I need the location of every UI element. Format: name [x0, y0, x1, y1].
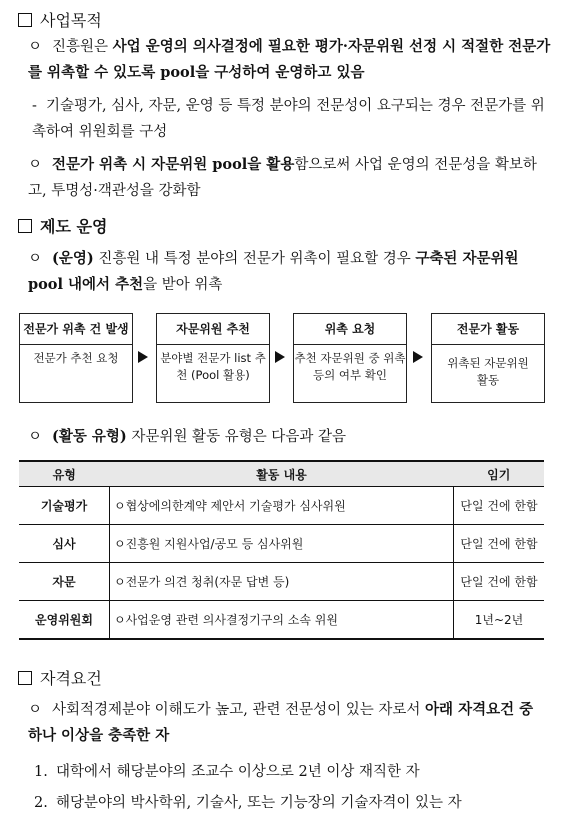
dash-mark: - [32, 98, 37, 114]
bullet-mark: ㅇ [28, 251, 43, 267]
flow-step-3 [293, 313, 407, 403]
section-title: 자격요건 [40, 669, 102, 688]
table-row [19, 487, 544, 525]
qualification-paragraph [28, 697, 552, 749]
qualification-item-2 [34, 790, 552, 816]
section-heading-purpose [18, 8, 102, 31]
text-bold: 사업 운영의 의사결정에 필요한 평가·자문위원 선정 시 적절한 전문가를 위촉할 수 있도록 pool을 구성하여 운영하고 있음 [28, 38, 551, 81]
flow-step-body: 추천 자문위원 중 위촉 등의 여부 확인 [294, 351, 406, 382]
section-title: 사업목적 [40, 11, 102, 30]
text: 진흥원 내 특정 분야의 전문가 위촉이 필요할 경우 [93, 251, 416, 267]
text: 해당분야의 박사학위, 기술사, 또는 기능장의 기술자격이 있는 자 [56, 795, 462, 811]
flow-step-body: 분야별 전문가 list 추천 (Pool 활용) [160, 351, 266, 382]
checkbox-square-icon [18, 13, 32, 27]
table-cell: 단일 건에 한함 [454, 525, 545, 563]
table-cell: 단일 건에 한함 [454, 563, 545, 601]
section-title: 제도 운영 [40, 217, 108, 236]
flow-step-1 [19, 313, 133, 403]
flow-step-head: 전문가 활동 [432, 314, 544, 345]
text-bold: (활동 유형) [52, 428, 127, 445]
text: 대학에서 해당분야의 조교수 이상으로 2년 이상 재직한 자 [56, 764, 420, 780]
purpose-paragraph-3 [28, 152, 552, 204]
table-header: 임기 [454, 461, 545, 487]
text: 기술평가, 심사, 자문, 운영 등 특정 분야의 전문성이 요구되는 경우 전문가를 위촉하여 위원회를 구성 [32, 98, 545, 140]
text-bold: (운영) [52, 250, 94, 267]
operation-paragraph [28, 246, 552, 298]
arrow-right-icon [413, 351, 423, 363]
text-bold: 전문가 위촉 시 자문위원 pool을 활용 [52, 156, 295, 173]
flow-step-2 [156, 313, 270, 403]
activity-type-paragraph [28, 424, 552, 450]
table-cell: 1년~2년 [454, 601, 545, 640]
table-cell: ㅇ진흥원 지원사업/공모 등 심사위원 [110, 525, 454, 563]
flow-step-body: 전문가 추천 요청 [33, 351, 119, 365]
table-row [19, 601, 544, 640]
table-cell: 기술평가 [19, 487, 110, 525]
checkbox-square-icon [18, 671, 32, 685]
bullet-mark: ㅇ [28, 39, 43, 55]
qualification-item-1 [34, 759, 552, 785]
item-number: 2. [34, 795, 48, 811]
text: 함으로써 사업 운영의 전문성을 확보하고, 투명성·객관성을 강화함 [28, 157, 537, 199]
bullet-mark: ㅇ [28, 702, 43, 718]
table-cell: ㅇ사업운영 관련 의사결정기구의 소속 위원 [110, 601, 454, 640]
arrow-right-icon [275, 351, 285, 363]
table-header: 유형 [19, 461, 110, 487]
flow-step-head: 자문위원 추천 [157, 314, 269, 345]
text: 자문위원 활동 유형은 다음과 같음 [126, 429, 346, 445]
item-number: 1. [34, 764, 48, 780]
flow-step-4 [431, 313, 545, 403]
flow-step-body: 위촉된 자문위원 활동 [447, 356, 529, 387]
text: 진흥원은 [52, 39, 113, 55]
text-bold: 아래 자격요건 중 하나 이상을 충족한 자 [28, 701, 534, 744]
bullet-mark: ㅇ [28, 429, 43, 445]
arrow-right-icon [138, 351, 148, 363]
purpose-paragraph-2 [32, 93, 552, 145]
flow-step-head: 전문가 위촉 건 발생 [20, 314, 132, 345]
flow-step-head: 위촉 요청 [294, 314, 406, 345]
table-cell: ㅇ전문가 의견 청취(자문 답변 등) [110, 563, 454, 601]
text: 사회적경제분야 이해도가 높고, 관련 전문성이 있는 자로서 [52, 702, 426, 718]
table-row [19, 563, 544, 601]
section-heading-operation [18, 214, 107, 237]
table-header-row [19, 461, 544, 487]
table-cell: ㅇ협상에의한계약 제안서 기술평가 심사위원 [110, 487, 454, 525]
purpose-paragraph-1 [28, 34, 552, 86]
process-flow [19, 313, 547, 405]
text: 을 받아 위촉 [143, 277, 223, 293]
text-bold: 구축된 자문위원 pool 내에서 추천 [28, 250, 519, 293]
section-heading-qualification [18, 666, 102, 689]
table-header: 활동 내용 [110, 461, 454, 487]
table-cell: 자문 [19, 563, 110, 601]
activity-table [19, 460, 544, 640]
table-cell: 운영위원회 [19, 601, 110, 640]
table-row [19, 525, 544, 563]
bullet-mark: ㅇ [28, 157, 43, 173]
table-cell: 심사 [19, 525, 110, 563]
table-cell: 단일 건에 한함 [454, 487, 545, 525]
checkbox-square-icon [18, 219, 32, 233]
